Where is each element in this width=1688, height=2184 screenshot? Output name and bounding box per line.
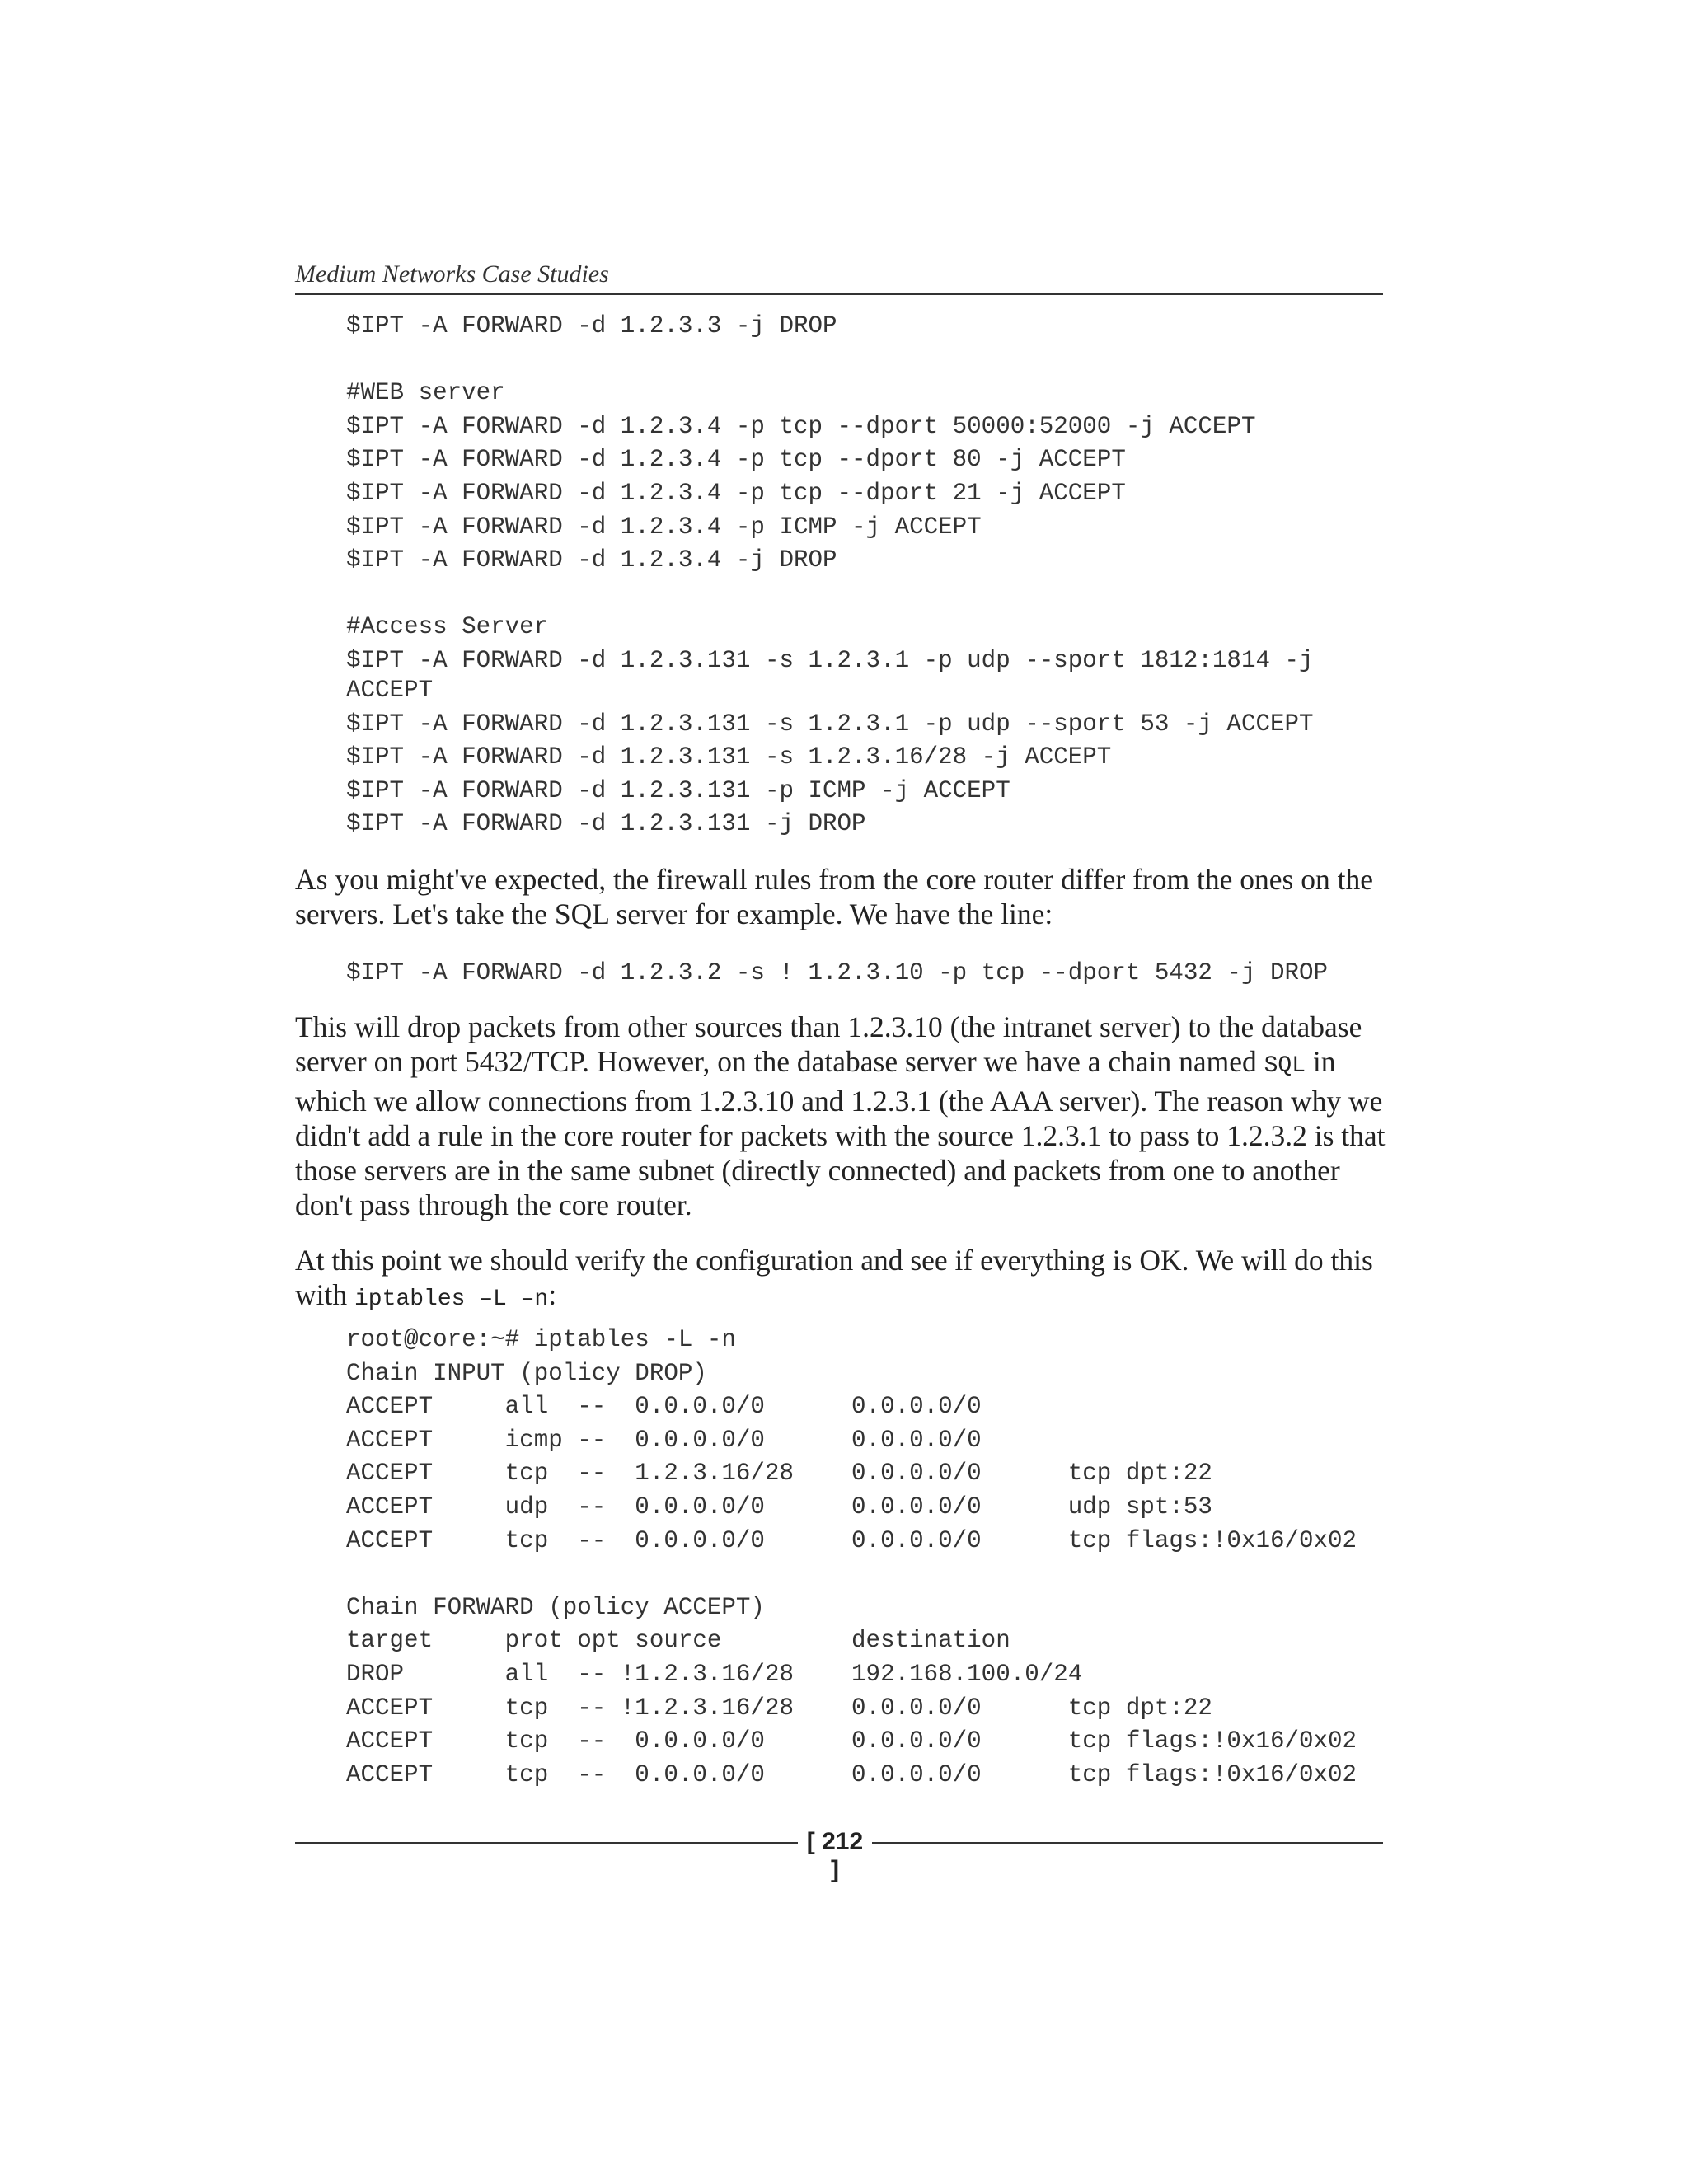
code-line: Chain FORWARD (policy ACCEPT) (346, 1593, 765, 1621)
code-line (346, 344, 1314, 377)
code-line: ACCEPT (346, 676, 434, 704)
code-line: $IPT -A FORWARD -d 1.2.3.131 -s 1.2.3.1 -p udp --sport 53 -j ACCEPT (346, 710, 1314, 738)
footer-rule-left (295, 1842, 798, 1844)
code-line: $IPT -A FORWARD -d 1.2.3.131 -s 1.2.3.16/28 -j ACCEPT (346, 743, 1112, 771)
code-line: $IPT -A FORWARD -d 1.2.3.4 -p tcp --dport 50000:52000 -j ACCEPT (346, 412, 1256, 440)
code-line: ACCEPT tcp -- 0.0.0.0/0 0.0.0.0/0 tcp flags:!0x16/0x02 (346, 1727, 1357, 1755)
paragraph-text: : (548, 1278, 557, 1311)
code-line-sql-rule (346, 957, 1328, 991)
code-line: #Access Server (346, 613, 549, 641)
code-line: ACCEPT tcp -- 0.0.0.0/0 0.0.0.0/0 tcp flags:!0x16/0x02 (346, 1760, 1357, 1788)
code-line: $IPT -A FORWARD -d 1.2.3.4 -p tcp --dport 80 -j ACCEPT (346, 446, 1126, 474)
code-line: $IPT -A FORWARD -d 1.2.3.3 -j DROP (346, 312, 837, 340)
code-line: $IPT -A FORWARD -d 1.2.3.4 -j DROP (346, 546, 837, 574)
running-head-title: Medium Networks Case Studies (295, 260, 609, 288)
code-line: ACCEPT tcp -- 0.0.0.0/0 0.0.0.0/0 tcp flags:!0x16/0x02 (346, 1526, 1357, 1554)
code-line (346, 578, 1314, 612)
code-line: $IPT -A FORWARD -d 1.2.3.131 -p ICMP -j ACCEPT (346, 776, 1010, 804)
code-line: #WEB server (346, 379, 505, 407)
page-header (295, 257, 1383, 295)
code-line: ACCEPT all -- 0.0.0.0/0 0.0.0.0/0 (346, 1393, 982, 1421)
paragraph-text: This will drop packets from other sources than 1.2.3.10 (the intranet server) to the database server on port 5432/TCP. However, on the database server we have a chain named (295, 1010, 1362, 1078)
paragraph-text: At this point we should verify the configuration and see if everything is OK. We will do this with (295, 1244, 1373, 1311)
code-line: Chain INPUT (policy DROP) (346, 1359, 707, 1387)
code-line (346, 1558, 1357, 1591)
code-line: $IPT -A FORWARD -d 1.2.3.131 -j DROP (346, 810, 866, 838)
code-line: target prot opt source destination (346, 1627, 1010, 1655)
code-line: DROP all -- !1.2.3.16/28 192.168.100.0/24 (346, 1660, 1083, 1688)
paragraph-text: in which we allow connections from 1.2.3.10 and 1.2.3.1 (the AAA server). The reason why we didn't add a rule in the core router for packets with the source 1.2.3.1 to pass to 1.2.3.2 is that those servers are in the same subnet (directly connected) and packets from one to another don't pass through the core router. (295, 1045, 1386, 1221)
code-line: ACCEPT icmp -- 0.0.0.0/0 0.0.0.0/0 (346, 1426, 982, 1454)
code-line: ACCEPT tcp -- 1.2.3.16/28 0.0.0.0/0 tcp dpt:22 (346, 1460, 1212, 1488)
page-footer (295, 1828, 1383, 1883)
code-line: $IPT -A FORWARD -d 1.2.3.4 -p tcp --dport 21 -j ACCEPT (346, 479, 1126, 507)
page-number: [ 212 ] (806, 1828, 864, 1883)
code-line: root@core:~# iptables -L -n (346, 1326, 736, 1353)
paragraph-intro: As you might've expected, the firewall rules from the core router differ from the ones on the servers. Let's take the SQL server for example. We have the line: (295, 863, 1373, 930)
inline-code-iptables: iptables –L –n (354, 1286, 549, 1312)
code-block-firewall-rules (346, 310, 1314, 841)
code-line: $IPT -A FORWARD -d 1.2.3.2 -s ! 1.2.3.10 -p tcp --dport 5432 -j DROP (346, 959, 1329, 987)
paragraph-verify (295, 1243, 1387, 1317)
code-line: $IPT -A FORWARD -d 1.2.3.131 -s 1.2.3.1 -p udp --sport 1812:1814 -j (346, 646, 1314, 674)
code-line: ACCEPT udp -- 0.0.0.0/0 0.0.0.0/0 udp spt:53 (346, 1493, 1212, 1521)
inline-code-sql: SQL (1264, 1053, 1306, 1079)
code-block-iptables-output (346, 1324, 1357, 1792)
code-line: ACCEPT tcp -- !1.2.3.16/28 0.0.0.0/0 tcp dpt:22 (346, 1694, 1212, 1722)
code-line: $IPT -A FORWARD -d 1.2.3.4 -p ICMP -j ACCEPT (346, 513, 982, 541)
footer-rule-right (872, 1842, 1383, 1844)
paragraph-explanation (295, 1010, 1387, 1222)
